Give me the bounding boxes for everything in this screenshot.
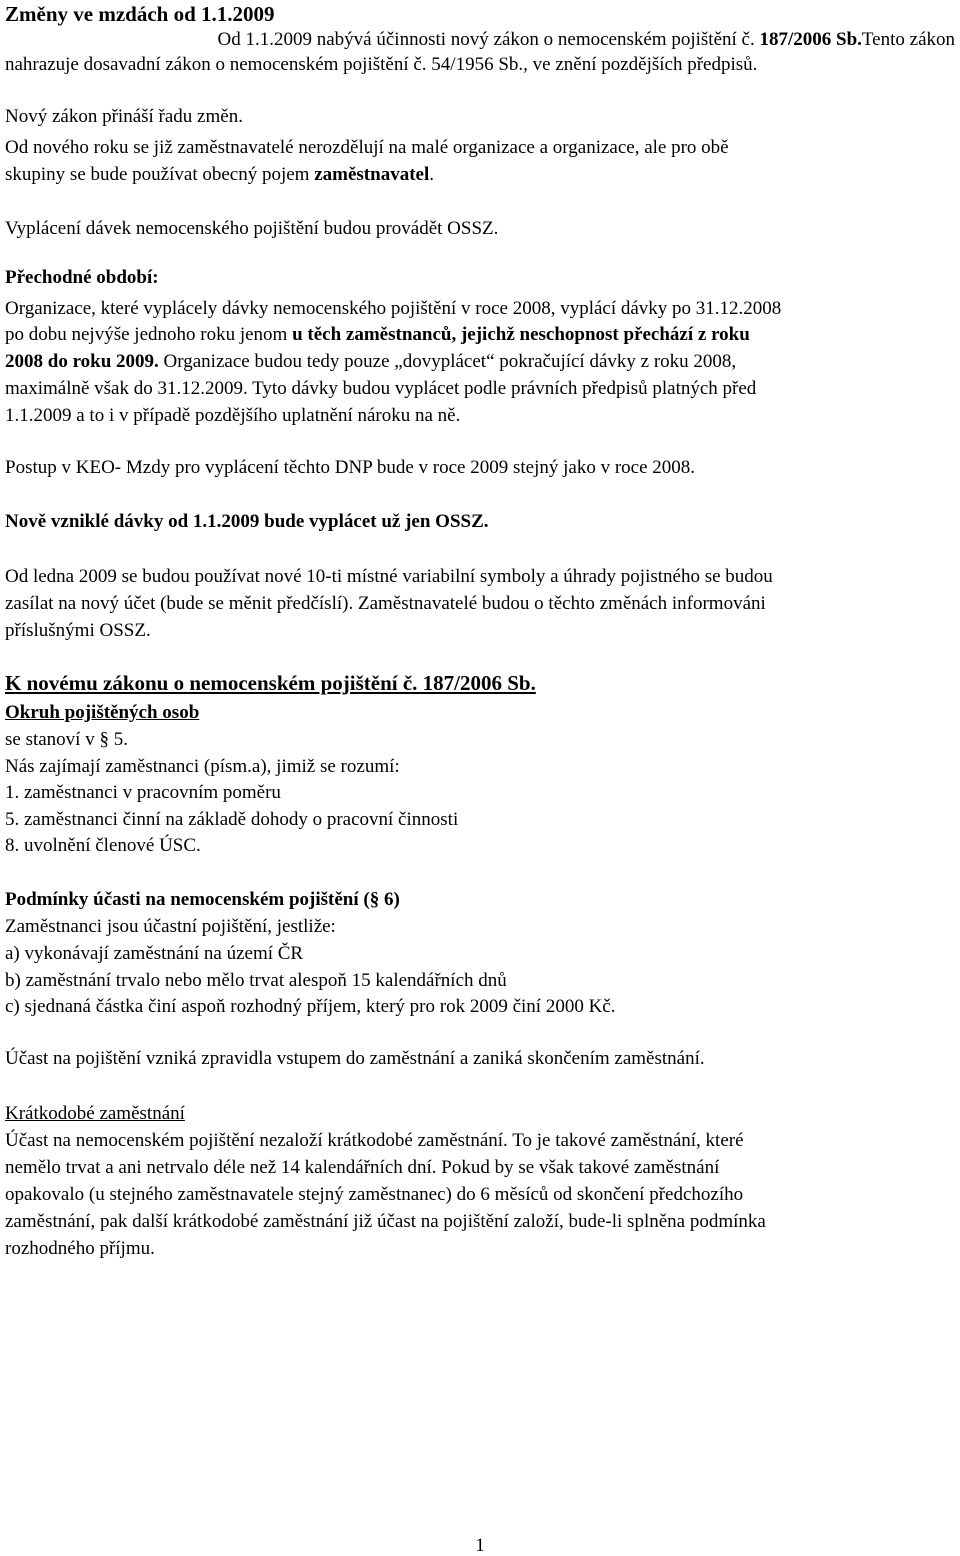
transition-line-5: 1.1.2009 a to i v případě pozdějšího uplatnění nároku na ně.	[5, 405, 461, 426]
symbols-line-3: příslušnými OSSZ.	[5, 620, 151, 641]
intro-text: Od 1.1.2009 nabývá účinnosti nový zákon o nemocenském pojištění č.	[217, 29, 760, 50]
insured-item: 8. uvolnění členové ÚSC.	[5, 835, 201, 856]
short-term-line-4: zaměstnání, pak další krátkodobé zaměstnání již účast na pojištění založí, bude-li splněna podmínka	[5, 1211, 766, 1232]
short-term-line-3: opakovalo (u stejného zaměstnavatele stejný zaměstnanec) do 6 měsíců od skončení předchozího	[5, 1184, 744, 1205]
keo-note: Postup v KEO- Mzdy pro vyplácení těchto DNP bude v roce 2009 stejný jako v roce 2008.	[5, 457, 696, 478]
transition-text-2: Organizace budou tedy pouze „dovyplácet“ pokračující dávky z roku 2008,	[158, 351, 737, 372]
insured-line-1: se stanoví v § 5.	[5, 729, 128, 750]
transition-line-1: Organizace, které vyplácely dávky nemocenského pojištění v roce 2008, vyplácí dávky po 31.12.2008	[5, 298, 782, 319]
changes-line-1: Od nového roku se již zaměstnavatelé nerozdělují na malé organizace a organizace, ale pro obě	[5, 137, 729, 158]
insured-heading: Okruh pojištěných osob	[5, 702, 200, 723]
insured-item: 1. zaměstnanci v pracovním poměru	[5, 782, 281, 803]
short-term-line-5: rozhodného příjmu.	[5, 1238, 155, 1259]
condition-item: c) sjednaná částka činí aspoň rozhodný příjem, který pro rok 2009 činí 2000 Kč.	[5, 996, 616, 1017]
changes-intro: Nový zákon přináší řadu změn.	[5, 106, 243, 127]
insured-item: 5. zaměstnanci činní na základě dohody o pracovní činnosti	[5, 809, 459, 830]
intro-line-1	[218, 28, 955, 52]
new-benefits: Nově vzniklé dávky od 1.1.2009 bude vyplácet už jen OSSZ.	[5, 511, 489, 532]
page-title: Změny ve mzdách od 1.1.2009	[5, 2, 275, 26]
transition-heading: Přechodné období:	[5, 267, 159, 288]
transition-line-3	[5, 350, 736, 374]
symbols-line-2: zasílat na nový účet (bude se měnit předčíslí). Zaměstnavatelé budou o těchto změnách informováni	[5, 593, 766, 614]
employer-term: zaměstnavatel	[314, 164, 430, 185]
payout-ossz: Vyplácení dávek nemocenského pojištění budou provádět OSSZ.	[5, 218, 499, 239]
intro-text-end: Tento zákon	[861, 29, 955, 50]
symbols-line-1: Od ledna 2009 se budou používat nové 10-ti místné variabilní symboly a úhrady pojistného se budou	[5, 566, 773, 587]
transition-line-4: maximálně však do 31.12.2009. Tyto dávky budou vyplácet podle právních předpisů platných před	[5, 378, 757, 399]
law-number: 187/2006 Sb.	[759, 29, 862, 50]
changes-line-2	[5, 163, 434, 187]
conditions-line-1: Zaměstnanci jsou účastní pojištění, jestliže:	[5, 916, 336, 937]
condition-item: b) zaměstnání trvalo nebo mělo trvat alespoň 15 kalendářních dnů	[5, 970, 507, 991]
page-number: 1	[475, 1535, 485, 1556]
condition-item: a) vykonávají zaměstnání na území ČR	[5, 943, 304, 964]
short-term-heading: Krátkodobé zaměstnání	[5, 1103, 185, 1124]
participation-note: Účast na pojištění vzniká zpravidla vstupem do zaměstnání a zaniká skončením zaměstnání.	[5, 1048, 705, 1069]
short-term-line-2: nemělo trvat a ani netrvalo déle než 14 kalendářních dní. Pokud by se však takové zaměstnání	[5, 1157, 720, 1178]
law-heading: K novému zákonu o nemocenském pojištění č. 187/2006 Sb.	[5, 671, 536, 695]
transition-line-2	[5, 323, 750, 347]
transition-text: po dobu nejvýše jednoho roku jenom	[5, 324, 293, 345]
transition-bold-year: 2008 do roku 2009.	[5, 351, 159, 372]
intro-line-2: nahrazuje dosavadní zákon o nemocenském pojištění č. 54/1956 Sb., ve znění pozdějších předpisů.	[5, 54, 758, 75]
changes-period: .	[429, 164, 434, 185]
conditions-heading: Podmínky účasti na nemocenském pojištění (§ 6)	[5, 889, 400, 910]
transition-bold: u těch zaměstnanců, jejichž neschopnost přechází z roku	[292, 324, 750, 345]
changes-text: skupiny se bude používat obecný pojem	[5, 164, 315, 185]
insured-line-2: Nás zajímají zaměstnanci (písm.a), jimiž se rozumí:	[5, 756, 400, 777]
short-term-line-1: Účast na nemocenském pojištění nezaloží krátkodobé zaměstnání. To je takové zaměstnání, které	[5, 1130, 744, 1151]
